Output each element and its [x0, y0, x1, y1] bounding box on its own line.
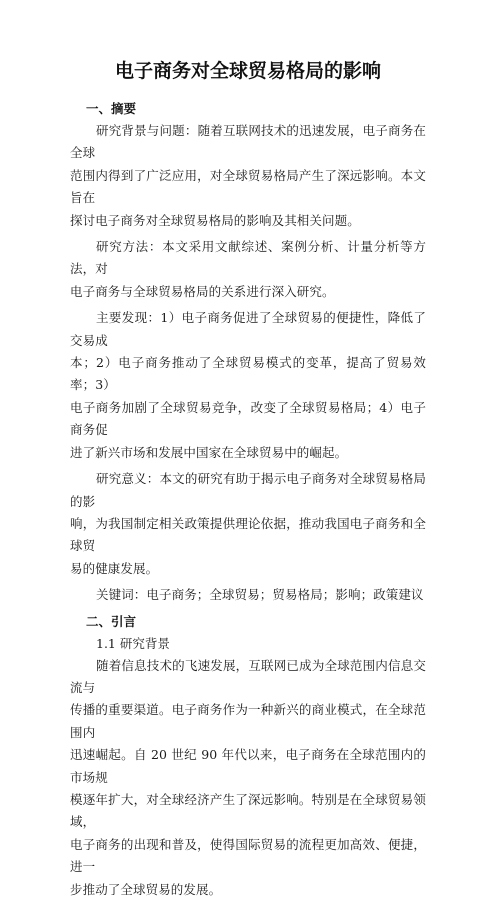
- paragraph-intro-background: [70, 655, 426, 901]
- text-line: 关键词：电子商务；全球贸易；贸易格局；影响；政策建议: [96, 587, 424, 603]
- text-line: 迅速崛起。自 20 世纪 90 年代以来，电子商务在全球范围内的市场规: [70, 747, 426, 785]
- text-line: 研究方法：本文采用文献综述、案例分析、计量分析等方法，对: [70, 239, 426, 277]
- text-line: 电子商务与全球贸易格局的关系进行深入研究。: [70, 283, 335, 299]
- paragraph-significance: [70, 468, 426, 580]
- text-line: 易的健康发展。: [70, 560, 159, 576]
- text-line: 进了新兴市场和发展中国家在全球贸易中的崛起。: [70, 444, 348, 460]
- text-line: 随着信息技术的飞速发展，互联网已成为全球范围内信息交流与: [70, 657, 426, 695]
- subsection-heading-background: 1.1 研究背景: [96, 635, 170, 651]
- section-heading-introduction: 二、引言: [86, 613, 137, 629]
- text-line: 本；2）电子商务推动了全球贸易模式的变革，提高了贸易效率；3）: [70, 355, 426, 393]
- document-title: 电子商务对全球贸易格局的影响: [114, 60, 381, 82]
- section-heading-abstract: 一、摘要: [86, 101, 137, 116]
- paragraph-background: [70, 120, 426, 232]
- text-line: 范围内得到了广泛应用，对全球贸易格局产生了深远影响。本文旨在: [70, 167, 426, 206]
- text-line: 电子商务加剧了全球贸易竞争，改变了全球贸易格局；4）电子商务促: [70, 399, 426, 438]
- text-line: 电子商务的出现和普及，使得国际贸易的流程更加高效、便捷，进一: [70, 836, 426, 875]
- text-line: 传播的重要渠道。电子商务作为一种新兴的商业模式，在全球范围内: [70, 702, 426, 740]
- paragraph-method: [70, 236, 426, 303]
- text-line: 模逐年扩大，对全球经济产生了深远影响。特别是在全球贸易领域，: [70, 791, 426, 830]
- text-line: 研究意义：本文的研究有助于揭示电子商务对全球贸易格局的影: [70, 471, 426, 509]
- text-line: 步推动了全球贸易的发展。: [70, 881, 222, 897]
- paragraph-findings: [70, 307, 426, 464]
- text-line: 响，为我国制定相关政策提供理论依据，推动我国电子商务和全球贸: [70, 515, 426, 554]
- text-line: 主要发现：1）电子商务促进了全球贸易的便捷性，降低了交易成: [70, 310, 426, 348]
- paragraph-keywords: [70, 584, 426, 606]
- text-line: 探讨电子商务对全球贸易格局的影响及其相关问题。: [70, 212, 360, 228]
- text-line: 研究背景与问题：随着互联网技术的迅速发展，电子商务在全球: [70, 123, 426, 161]
